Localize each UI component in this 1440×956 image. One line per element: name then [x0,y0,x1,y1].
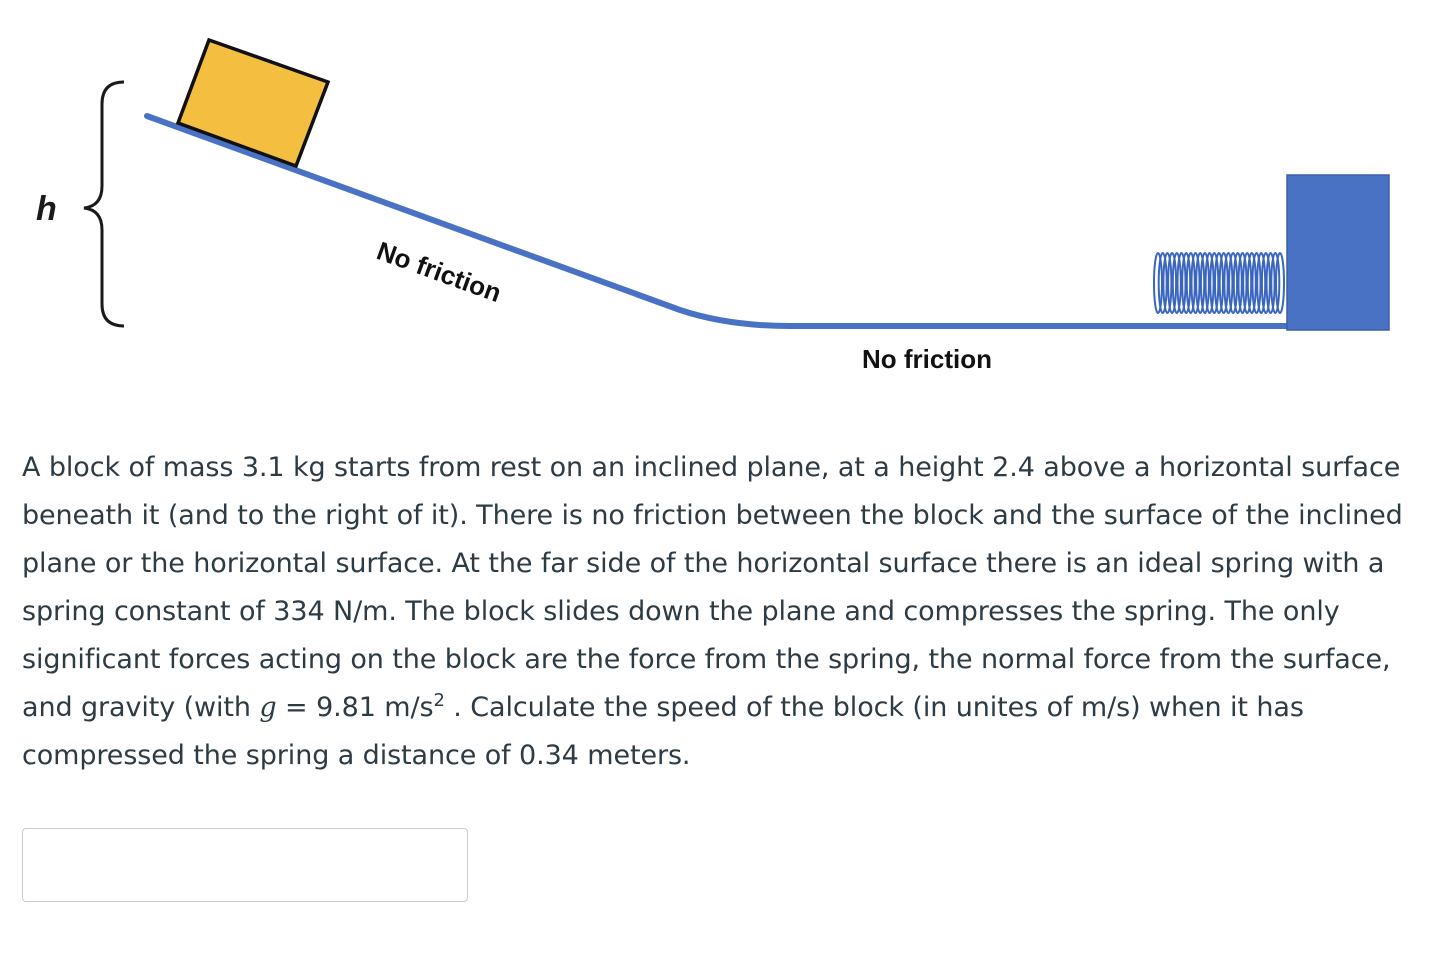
flat-friction-label: No friction [862,344,992,374]
track [147,116,1290,326]
question-part-2: . Calculate the speed of the block (in unites of m/s) when it has compressed the spring a distance of 0.34 meters. [22,692,1304,771]
height-label: h [36,190,57,228]
question-text [22,444,1422,780]
g-exponent: 2 [433,690,445,711]
spring [1154,253,1284,313]
incline-friction-label: No friction [372,235,506,309]
physics-diagram [0,0,1440,400]
answer-input[interactable] [22,828,468,902]
question-part-1: A block of mass 3.1 kg starts from rest on an inclined plane, at a height 2.4 above a horizontal surface beneath it (and to the right of it). There is no friction between the block and the surface of the inclined plane or the horizontal surface. At the far side of the horizontal surface there is an ideal spring with a spring constant of 334 N/m. The block slides down the plane and compresses the spring. The only significant forces acting on the block are the force from the spring, the normal force from the surface, and gravity (with [22,452,1403,723]
g-value: = 9.81 m/s [276,692,434,723]
sliding-block [178,40,328,166]
wall [1287,175,1389,330]
g-symbol: g [259,692,277,723]
height-brace [84,82,124,326]
